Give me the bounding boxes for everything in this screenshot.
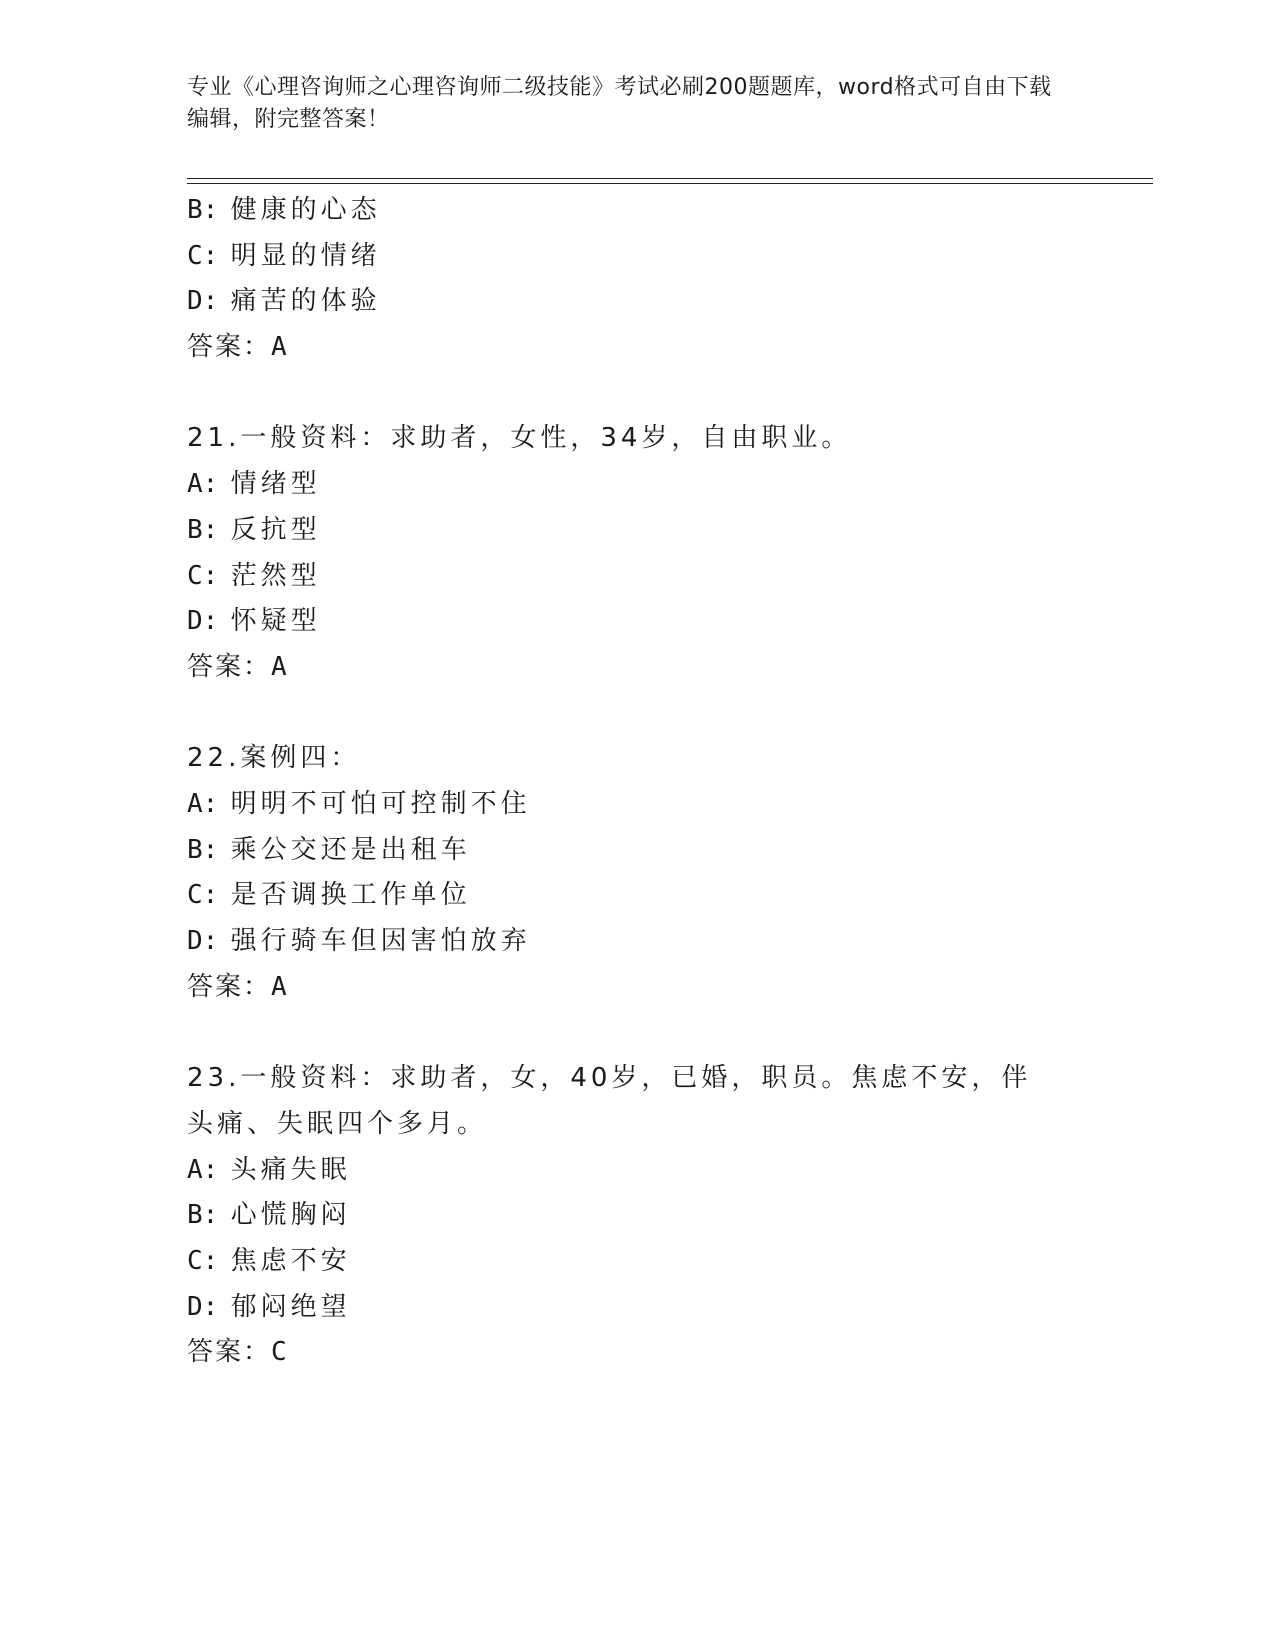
answer-label: 答案： bbox=[187, 971, 272, 1002]
answer-value: A bbox=[271, 971, 289, 1002]
answer-line bbox=[187, 1330, 1067, 1376]
option-letter: A: bbox=[187, 1154, 219, 1185]
option-c bbox=[187, 873, 1067, 919]
header-divider-bottom bbox=[187, 183, 1153, 184]
option-letter: D: bbox=[187, 606, 219, 637]
option-b bbox=[187, 508, 1067, 554]
option-c bbox=[187, 1239, 1067, 1285]
option-d bbox=[187, 919, 1067, 965]
spacer bbox=[187, 691, 1067, 737]
option-b bbox=[187, 1193, 1067, 1239]
option-text: 情绪型 bbox=[230, 469, 321, 500]
answer-value: A bbox=[271, 332, 289, 363]
option-letter: A: bbox=[187, 788, 219, 819]
spacer bbox=[187, 1010, 1067, 1056]
document-header-title: 专业《心理咨询师之心理咨询师二级技能》考试必刷200题题库，word格式可自由下载编辑，附完整答案！ bbox=[187, 75, 1052, 132]
header-divider-top bbox=[187, 178, 1153, 179]
question-21 bbox=[187, 416, 1067, 690]
option-letter: C: bbox=[187, 240, 219, 271]
option-text: 强行骑车但因害怕放弃 bbox=[230, 926, 531, 957]
option-a bbox=[187, 462, 1067, 508]
option-letter: C: bbox=[187, 880, 219, 911]
answer-label: 答案： bbox=[187, 332, 272, 363]
option-b bbox=[187, 828, 1067, 874]
spacer bbox=[187, 371, 1067, 417]
question-list bbox=[187, 188, 1067, 1376]
option-a bbox=[187, 1148, 1067, 1194]
answer-label: 答案： bbox=[187, 651, 272, 682]
question-22 bbox=[187, 736, 1067, 1010]
option-letter: B: bbox=[187, 195, 219, 225]
option-text: 是否调换工作单位 bbox=[230, 880, 471, 911]
question-stem: 21.一般资料：求助者，女性，34岁，自由职业。 bbox=[187, 423, 852, 454]
answer-line bbox=[187, 645, 1067, 691]
option-d bbox=[187, 279, 1067, 325]
option-text: 痛苦的体验 bbox=[230, 286, 381, 317]
option-letter: D: bbox=[187, 926, 219, 957]
answer-label: 答案： bbox=[187, 1337, 272, 1368]
question-23 bbox=[187, 1056, 1067, 1376]
option-d bbox=[187, 1285, 1067, 1331]
option-letter: D: bbox=[187, 1291, 219, 1322]
option-letter: C: bbox=[187, 1245, 219, 1276]
option-text: 明显的情绪 bbox=[230, 240, 381, 271]
option-text: 明明不可怕可控制不住 bbox=[230, 788, 531, 819]
option-text: 郁闷绝望 bbox=[230, 1291, 351, 1322]
option-text: 怀疑型 bbox=[230, 606, 321, 637]
option-d bbox=[187, 599, 1067, 645]
option-letter: D: bbox=[187, 286, 219, 317]
answer-value: A bbox=[271, 651, 289, 682]
option-text: 茫然型 bbox=[230, 560, 321, 591]
question-20-tail bbox=[187, 188, 1067, 371]
option-text: 健康的心态 bbox=[230, 195, 381, 225]
option-text: 心慌胸闷 bbox=[230, 1200, 351, 1231]
option-text: 反抗型 bbox=[230, 514, 321, 545]
option-b bbox=[187, 188, 1067, 234]
option-text: 乘公交还是出租车 bbox=[230, 834, 471, 865]
answer-value: C bbox=[271, 1337, 289, 1368]
answer-line bbox=[187, 965, 1067, 1011]
option-letter: B: bbox=[187, 514, 219, 545]
option-c bbox=[187, 554, 1067, 600]
option-c bbox=[187, 234, 1067, 280]
question-stem: 23.一般资料：求助者，女，40岁，已婚，职员。焦虑不安，伴头痛、失眠四个多月。 bbox=[187, 1063, 1032, 1139]
question-stem: 22.案例四： bbox=[187, 743, 361, 774]
option-letter: C: bbox=[187, 560, 219, 591]
option-text: 头痛失眠 bbox=[230, 1154, 351, 1185]
option-letter: B: bbox=[187, 834, 219, 865]
answer-line bbox=[187, 325, 1067, 371]
option-letter: A: bbox=[187, 469, 219, 500]
option-a bbox=[187, 782, 1067, 828]
option-text: 焦虑不安 bbox=[230, 1245, 351, 1276]
option-letter: B: bbox=[187, 1200, 219, 1231]
